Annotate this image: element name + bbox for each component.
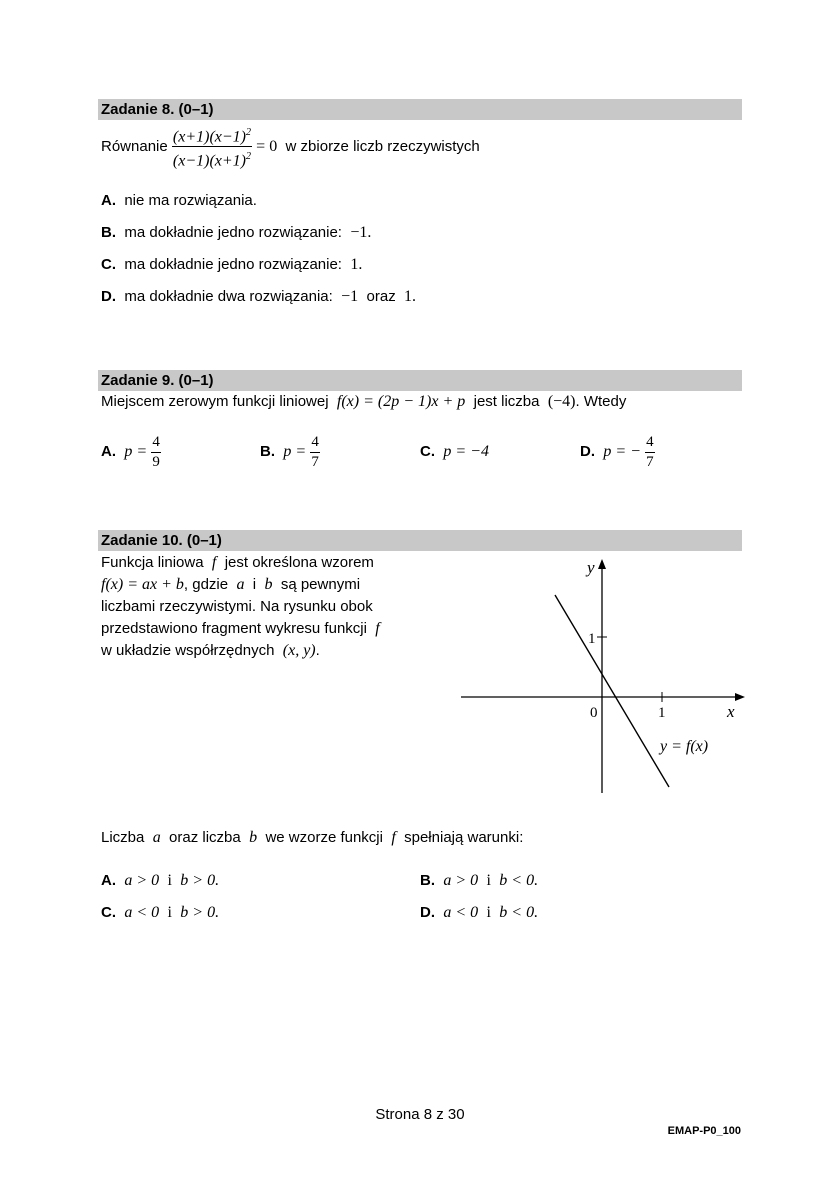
task10-question: Liczba a oraz liczba b we wzorze funkcji f spełniają warunki: <box>101 829 524 846</box>
task10-option-a[interactable]: A. a > 0 i b > 0. <box>101 872 220 889</box>
task9-option-d[interactable]: D. p = − $\frac{4}{7}$ <box>580 433 654 470</box>
task8-fraction: $\frac{(x+1)(x-1)^2}{(x-1)(x+1)^2}$ <box>172 124 252 170</box>
origin-label: 0 <box>590 705 598 721</box>
curve-label: y = f(x) <box>660 738 709 755</box>
page-number: Strona 8 z 30 <box>375 1106 465 1123</box>
x-axis-label: x <box>727 702 735 721</box>
task8-option-d[interactable]: D. ma dokładnie dwa rozwiązania: −1 oraz 1. <box>101 288 417 305</box>
x-tick-label: 1 <box>658 705 666 721</box>
task9-option-a[interactable]: A. p = $\frac{4}{9}$ <box>101 433 160 470</box>
task8-option-c[interactable]: C. ma dokładnie jedno rozwiązanie: 1. <box>101 256 363 273</box>
function-graph <box>455 555 755 800</box>
task9-header: Zadanie 9. (0–1) <box>98 370 742 391</box>
task8-header: Zadanie 8. (0–1) <box>98 99 742 120</box>
task10-header: Zadanie 10. (0–1) <box>98 530 742 551</box>
task10-description: Funkcja liniowa f jest określona wzorem f(x) = ax + b, gdzie a i b są pewnymi liczbami rzeczywistymi. Na rysunku obok przedstawiono fragment wykresu funkcji f w układzie współrzędnych (x, y). <box>101 554 380 659</box>
y-axis-arrow <box>598 559 606 569</box>
task10-option-d[interactable]: D. a < 0 i b < 0. <box>420 904 539 921</box>
task9-option-b[interactable]: B. p = $\frac{4}{7}$ <box>260 433 319 470</box>
y-axis-label: y <box>587 558 595 577</box>
task10-option-c[interactable]: C. a < 0 i b > 0. <box>101 904 220 921</box>
task9-option-c[interactable]: C. p = −4 <box>420 443 489 460</box>
task10-option-b[interactable]: B. a > 0 i b < 0. <box>420 872 539 889</box>
x-axis-arrow <box>735 693 745 701</box>
task8-equation: Równanie $\frac{(x+1)(x-1)^2}{(x-1)(x+1)^2}$ = 0 w zbiorze liczb rzeczywistych <box>101 124 480 170</box>
y-tick-label: 1 <box>588 631 596 647</box>
task9-question: Miejscem zerowym funkcji liniowej f(x) = (2p − 1)x + p jest liczba (−4). Wtedy <box>101 393 627 410</box>
task8-option-a[interactable]: A. nie ma rozwiązania. <box>101 192 257 209</box>
document-code: EMAP-P0_100 <box>667 1125 741 1137</box>
task8-option-b[interactable]: B. ma dokładnie jedno rozwiązanie: −1. <box>101 224 372 241</box>
function-line <box>555 595 669 787</box>
